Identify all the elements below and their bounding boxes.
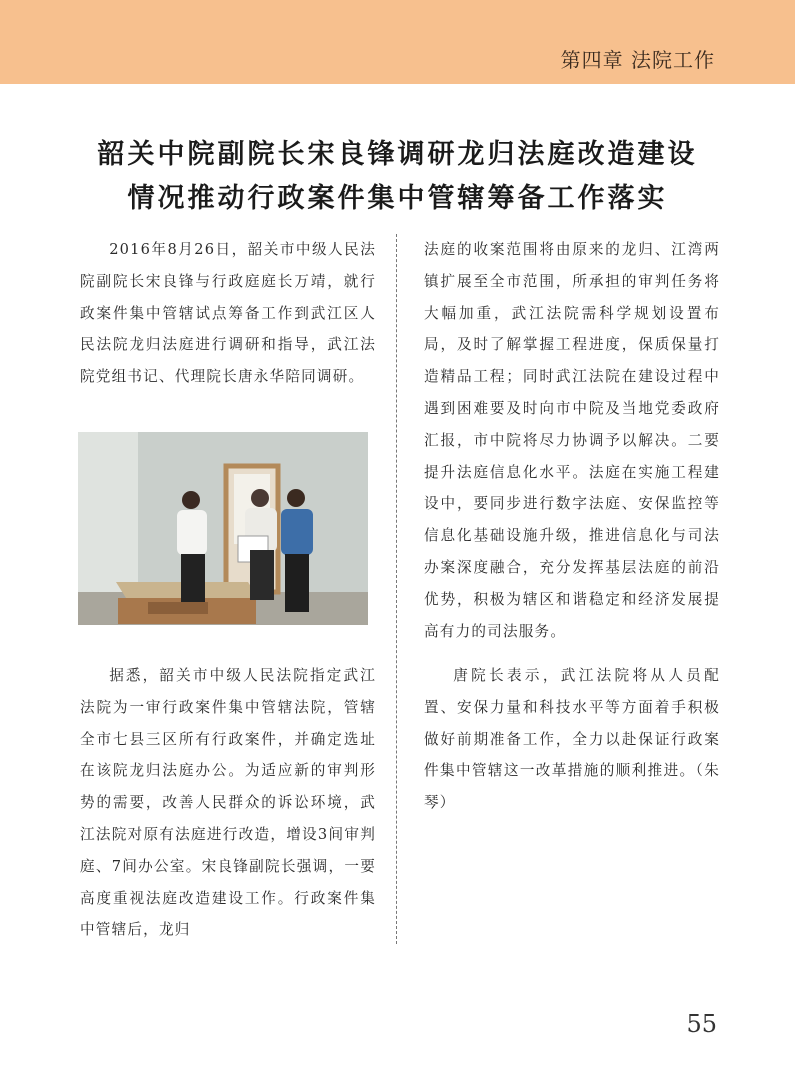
article-title-line-1: 韶关中院副院长宋良锋调研龙归法庭改造建设 xyxy=(97,139,698,170)
chapter-header-bar xyxy=(0,0,795,84)
column-divider xyxy=(396,234,397,944)
article-photo xyxy=(78,432,368,625)
paragraph-1: 2016年8月26日，韶关市中级人民法院副院长宋良锋与行政庭庭长万靖，就行政案件集中管辖试点筹备工作到武江区人民法院龙归法庭进行调研和指导，武江法院党组书记、代理院长唐永华陪同调研。 xyxy=(80,241,376,386)
paragraph-4: 唐院长表示，武江法院将从人员配置、安保力量和科技水平等方面着手积极做好前期准备工作，全力以赴保证行政案件集中管辖这一改革措施的顺利推进。（朱琴） xyxy=(424,667,720,812)
chapter-title: 第四章 法院工作 xyxy=(560,48,715,72)
page-number: 55 xyxy=(686,1010,717,1038)
article-title-line-2: 情况推动行政案件集中管辖筹备工作落实 xyxy=(127,183,668,214)
paragraph-3: 法庭的收案范围将由原来的龙归、江湾两镇扩展至全市范围，所承担的审判任务将大幅加重，武江法院需科学规划设置布局，及时了解掌握工程进度，保质保量打造精品工程；同时武江法院在建设过程中遇到困难要及时向市中院及当地党委政府汇报，市中院将尽力协调予以解决。二要提升法庭信息化水平。法庭在实施工程建设中，要同步进行数字法庭、安保监控等信息化基础设施升级，推进信息化与司法办案深度融合，充分发挥基层法庭的前沿优势，积极为辖区和谐稳定和经济发展提高有力的司法服务。 xyxy=(424,241,720,640)
paragraph-2: 据悉，韶关市中级人民法院指定武江法院为一审行政案件集中管辖法院，管辖全市七县三区所有行政案件，并确定选址在该院龙归法庭办公。为适应新的审判形势的需要，改善人民群众的诉讼环境，武江法院对原有法庭进行改造，增设3间审判庭、7间办公室。宋良锋副院长强调，一要高度重视法庭改造建设工作。行政案件集中管辖后，龙归 xyxy=(80,667,376,939)
